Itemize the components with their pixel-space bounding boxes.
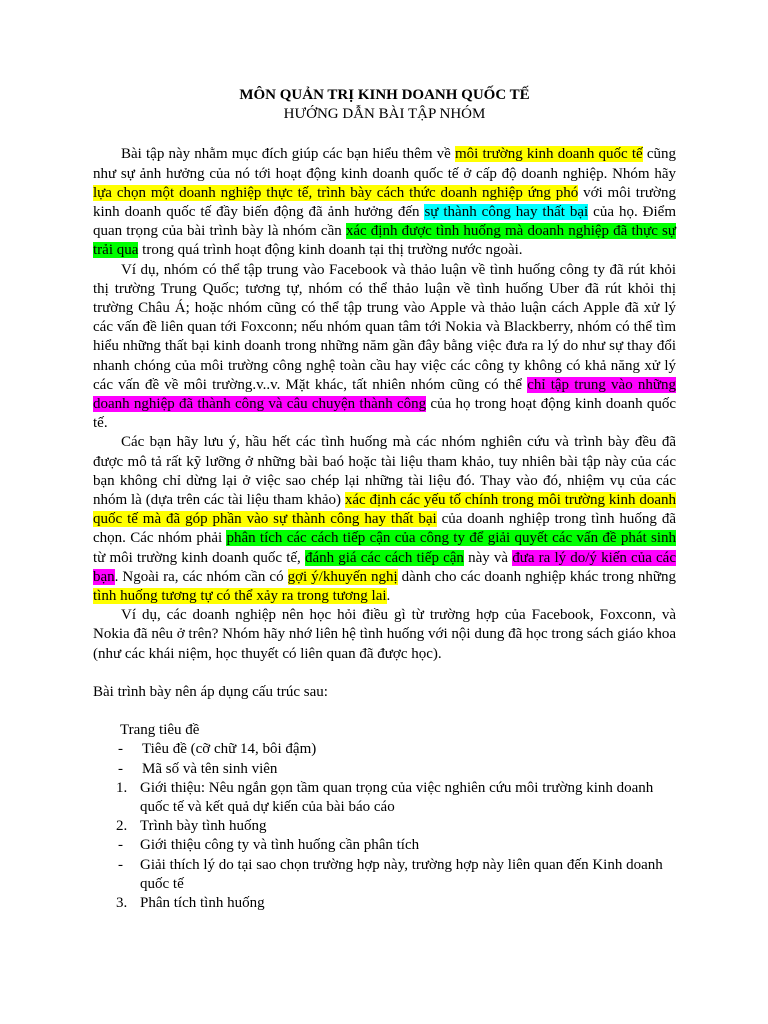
dash-marker: -	[118, 856, 123, 873]
highlight-cyan: sự thành công hay thất bại	[424, 204, 589, 221]
highlight-green: xác định được tình huống mà doanh nghiệp đã thực sự trải qua	[93, 223, 676, 259]
text-run: với môi trường kinh doanh quốc tế đầy biến động đã ảnh hưởng đến	[93, 184, 676, 221]
list-item-text: Trình bày tình huống	[140, 818, 267, 835]
highlight-yellow: xác định các yếu tố chính trong môi trường kinh doanh quốc tế mà đã góp phần vào sự thành công hay thất bại	[93, 492, 677, 528]
document-subtitle: HƯỚNG DẪN BÀI TẬP NHÓM	[283, 106, 486, 123]
text-run: Ví dụ, nhóm có thể tập trung vào Facebook và thảo luận về tình huống công ty đã rút khỏi thị trường Trung Quốc; tương tự, nhóm có thể thảo luận về tình huống Uber đã rút khỏi thị trường Châu Á; hoặc nhóm cũng có thể tập trung vào Apple và thảo luận cách Apple đã xử lý các vấn đề liên quan tới Foxconn; nếu nhóm quan tâm tới Nokia và Blackberry, nhóm có thể tìm hiểu những thất bại kinh doanh trong những năm gần đây bằng việc đưa ra lý do như sự thay đổi nhanh chóng của môi trường công nghệ toàn cầu hay việc các công ty không có khả năng xử lý các vấn đề về môi trường.v..v. Mặt khác, tất nhiên nhóm cũng có thể	[93, 261, 676, 393]
highlight-magenta: đưa ra lý do/ý kiến của các bạn	[93, 549, 676, 585]
number-marker: 3.	[116, 894, 128, 911]
dash-marker: -	[118, 837, 123, 854]
text-run: của doanh nghiệp trong tình huống đã chọn. Các nhóm phải	[93, 511, 676, 547]
paragraph-1	[93, 145, 676, 260]
dash-marker: -	[118, 741, 123, 758]
list-item	[93, 894, 676, 913]
text-run: Các bạn hãy lưu ý, hầu hết các tình huống mà các nhóm nghiên cứu và trình bày đều đã được mô tả rất kỹ lưỡng ở những bài baó hoặc tài liệu tham khảo, tuy nhiên bài tập này của các bạn không chỉ dừng lại ở việc sao chép lại những tài liệu đó. Thay vào đó, nhiệm vụ của các nhóm là (dựa trên các tài liệu tham khảo)	[93, 434, 676, 509]
highlight-magenta: chỉ tập trung vào những doanh nghiệp đã thành công và câu chuyện thành công	[93, 376, 676, 413]
list-item-text: Phân tích tình huống	[140, 894, 265, 911]
dash-marker: -	[118, 760, 123, 777]
list-item	[93, 817, 676, 836]
list-item	[93, 740, 676, 759]
paragraph-4: Ví dụ, các doanh nghiệp nên học hỏi điều gì từ trường hợp của Facebook, Foxconn, và Nokia đã nêu ở trên? Nhóm hãy nhớ liên hệ tình huống với nội dung đã học trong sách giáo khoa (như các khái niệm, học thuyết có liên quan đã được học).	[93, 607, 676, 662]
list-item	[93, 760, 676, 779]
document-title: MÔN QUẢN TRỊ KINH DOANH QUỐC TẾ	[239, 87, 530, 103]
document-body	[93, 86, 676, 913]
list-item-text: Tiêu đề (cỡ chữ 14, bôi đậm)	[142, 741, 317, 758]
structure-title-page: Trang tiêu đề	[120, 722, 200, 739]
text-run: Bài tập này nhằm mục đích giúp các bạn hiểu thêm về	[121, 146, 455, 163]
text-run: . Ngoài ra, các nhóm cần có	[114, 568, 288, 585]
highlight-yellow: môi trường kinh doanh quốc tế	[455, 146, 643, 163]
list-item-text: Giải thích lý do tại sao chọn trường hợp này, trường hợp này liên quan đến Kinh doanh quốc tế	[140, 856, 663, 892]
highlight-yellow: tình huống tương tự có thể xảy ra trong tương lai	[93, 588, 387, 605]
paragraph-3	[93, 433, 676, 606]
highlight-yellow: gợi ý/khuyến nghị	[287, 568, 398, 585]
structure-intro: Bài trình bày nên áp dụng cấu trúc sau:	[93, 683, 328, 700]
highlight-yellow: lựa chọn một doanh nghiệp thực tế, trình bày cách thức doanh nghiệp ứng phó	[93, 184, 579, 201]
text-run: của họ. Điểm quan trọng của bài trình bày là nhóm cần	[93, 204, 677, 240]
blank-line	[93, 664, 676, 683]
highlight-green: phân tích các cách tiếp cận của công ty để giải quyết các vấn đề phát sinh	[226, 530, 676, 547]
text-run: trong quá trình hoạt động kinh doanh tại thị trường nước ngoài.	[138, 242, 523, 259]
text-run: dành cho các doanh nghiệp khác trong những	[397, 568, 676, 585]
highlight-green: đánh giá các cách tiếp cận	[304, 549, 464, 566]
list-item	[93, 856, 676, 894]
text-run: .	[386, 588, 391, 605]
paragraph-2	[93, 261, 676, 434]
text-run: của họ trong hoạt động kinh doanh quốc tế.	[93, 396, 676, 432]
list-item-text: Giới thiệu công ty và tình huống cần phân tích	[140, 837, 420, 854]
text-run: từ môi trường kinh doanh quốc tế,	[93, 549, 305, 566]
list-item	[93, 779, 676, 817]
list-item-text: Giới thiệu: Nêu ngắn gọn tầm quan trọng của việc nghiên cứu môi trường kinh doanh quốc tế và kết quả dự kiến của bài báo cáo	[140, 779, 654, 815]
structure-list	[93, 721, 676, 913]
text-run: cũng như sự ảnh hưởng của nó tới hoạt động kinh doanh quốc tế ở cấp độ doanh nghiệp. Nhóm hãy	[93, 146, 676, 182]
number-marker: 2.	[116, 818, 128, 835]
number-marker: 1.	[116, 779, 128, 796]
text-run: này và	[463, 549, 513, 566]
list-item	[93, 836, 676, 855]
list-item-text: Mã số và tên sinh viên	[142, 760, 278, 777]
